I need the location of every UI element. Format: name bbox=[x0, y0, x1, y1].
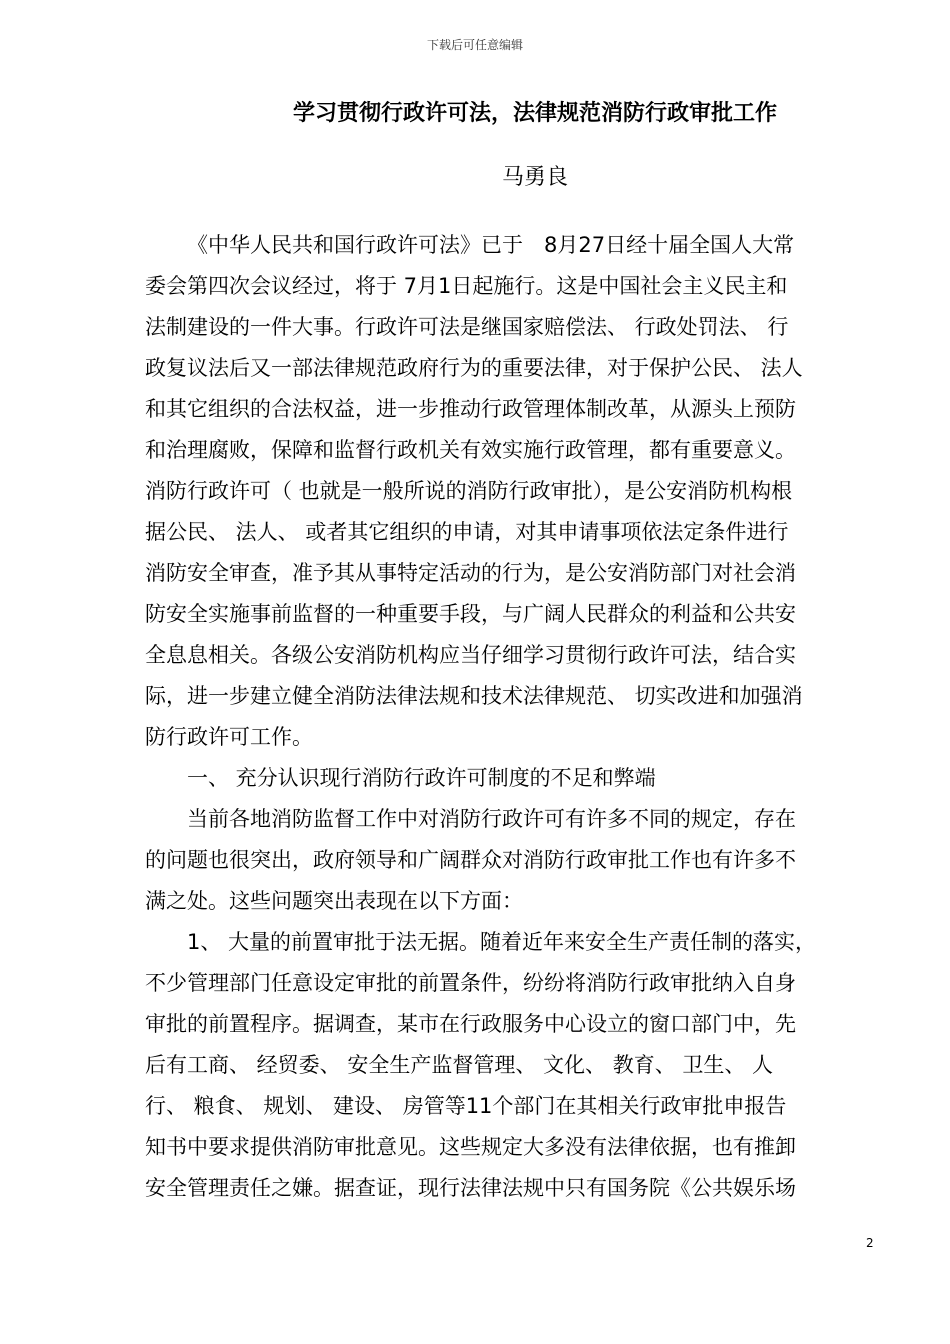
section-heading: 一、 充分认识现行消防行政许可制度的不足和弊端 bbox=[187, 766, 656, 790]
text-line: 防安全实施事前监督的一种重要手段，与广阔人民群众的利益和公共安 bbox=[145, 602, 796, 626]
text-line: 行、 粮食、 规划、 建设、 房管等11个部门在其相关行政审批申报告 bbox=[145, 1094, 787, 1118]
page-number: 2 bbox=[866, 1236, 874, 1250]
text-line: 满之处。这些问题突出表现在以下方面： bbox=[145, 889, 523, 913]
text-line: 际，进一步建立健全消防法律法规和技术法律规范、 切实改进和加强消 bbox=[145, 684, 803, 708]
text-line: 防行政许可工作。 bbox=[145, 725, 313, 749]
text-line: 全息息相关。各级公安消防机构应当仔细学习贯彻行政许可法，结合实 bbox=[145, 643, 796, 667]
text-line: 和治理腐败，保障和监督行政机关有效实施行政管理，都有重要意义。 bbox=[145, 438, 796, 462]
text-line: 当前各地消防监督工作中对消防行政许可有许多不同的规定，存在 bbox=[187, 807, 796, 831]
text-line: 安全管理责任之嫌。据查证，现行法律法规中只有国务院《公共娱乐场 bbox=[145, 1176, 796, 1200]
text-line: 和其它组织的合法权益，进一步推动行政管理体制改革，从源头上预防 bbox=[145, 397, 796, 421]
text-line: 法制建设的一件大事。行政许可法是继国家赔偿法、 行政处罚法、 行 bbox=[145, 315, 789, 339]
text-line: 《中华人民共和国行政许可法》已于 8月27日经十届全国人大常 bbox=[187, 233, 795, 257]
author-name: 马勇良 bbox=[501, 165, 568, 190]
text-line: 消防安全审查，准予其从事特定活动的行为，是公安消防部门对社会消 bbox=[145, 561, 796, 585]
text-line: 委会第四次会议经过，将于 7月1日起施行。这是中国社会主义民主和 bbox=[145, 274, 788, 298]
text-line: 后有工商、 经贸委、 安全生产监督管理、 文化、 教育、 卫生、 人 bbox=[145, 1053, 774, 1077]
text-line: 的问题也很突出，政府领导和广阔群众对消防行政审批工作也有许多不 bbox=[145, 848, 796, 872]
text-line: 政复议法后又一部法律规范政府行为的重要法律，对于保护公民、 法人 bbox=[145, 356, 803, 380]
text-line: 知书中要求提供消防审批意见。这些规定大多没有法律依据，也有推卸 bbox=[145, 1135, 796, 1159]
document-title: 学习贯彻行政许可法，法律规范消防行政审批工作 bbox=[292, 101, 777, 126]
text-line: 不少管理部门任意设定审批的前置条件，纷纷将消防行政审批纳入自身 bbox=[145, 971, 796, 995]
text-line: 审批的前置程序。据调查，某市在行政服务中心设立的窗口部门中，先 bbox=[145, 1012, 796, 1036]
text-line: 1、 大量的前置审批于法无据。随着近年来安全生产责任制的落实， bbox=[187, 930, 817, 954]
text-line: 据公民、 法人、 或者其它组织的申请，对其申请事项依法定条件进行 bbox=[145, 520, 789, 544]
body-text bbox=[145, 225, 875, 1209]
text-line: 消防行政许可（ 也就是一般所说的消防行政审批），是公安消防机构根 bbox=[145, 479, 793, 503]
header-note: 下载后可任意编辑 bbox=[426, 38, 523, 52]
